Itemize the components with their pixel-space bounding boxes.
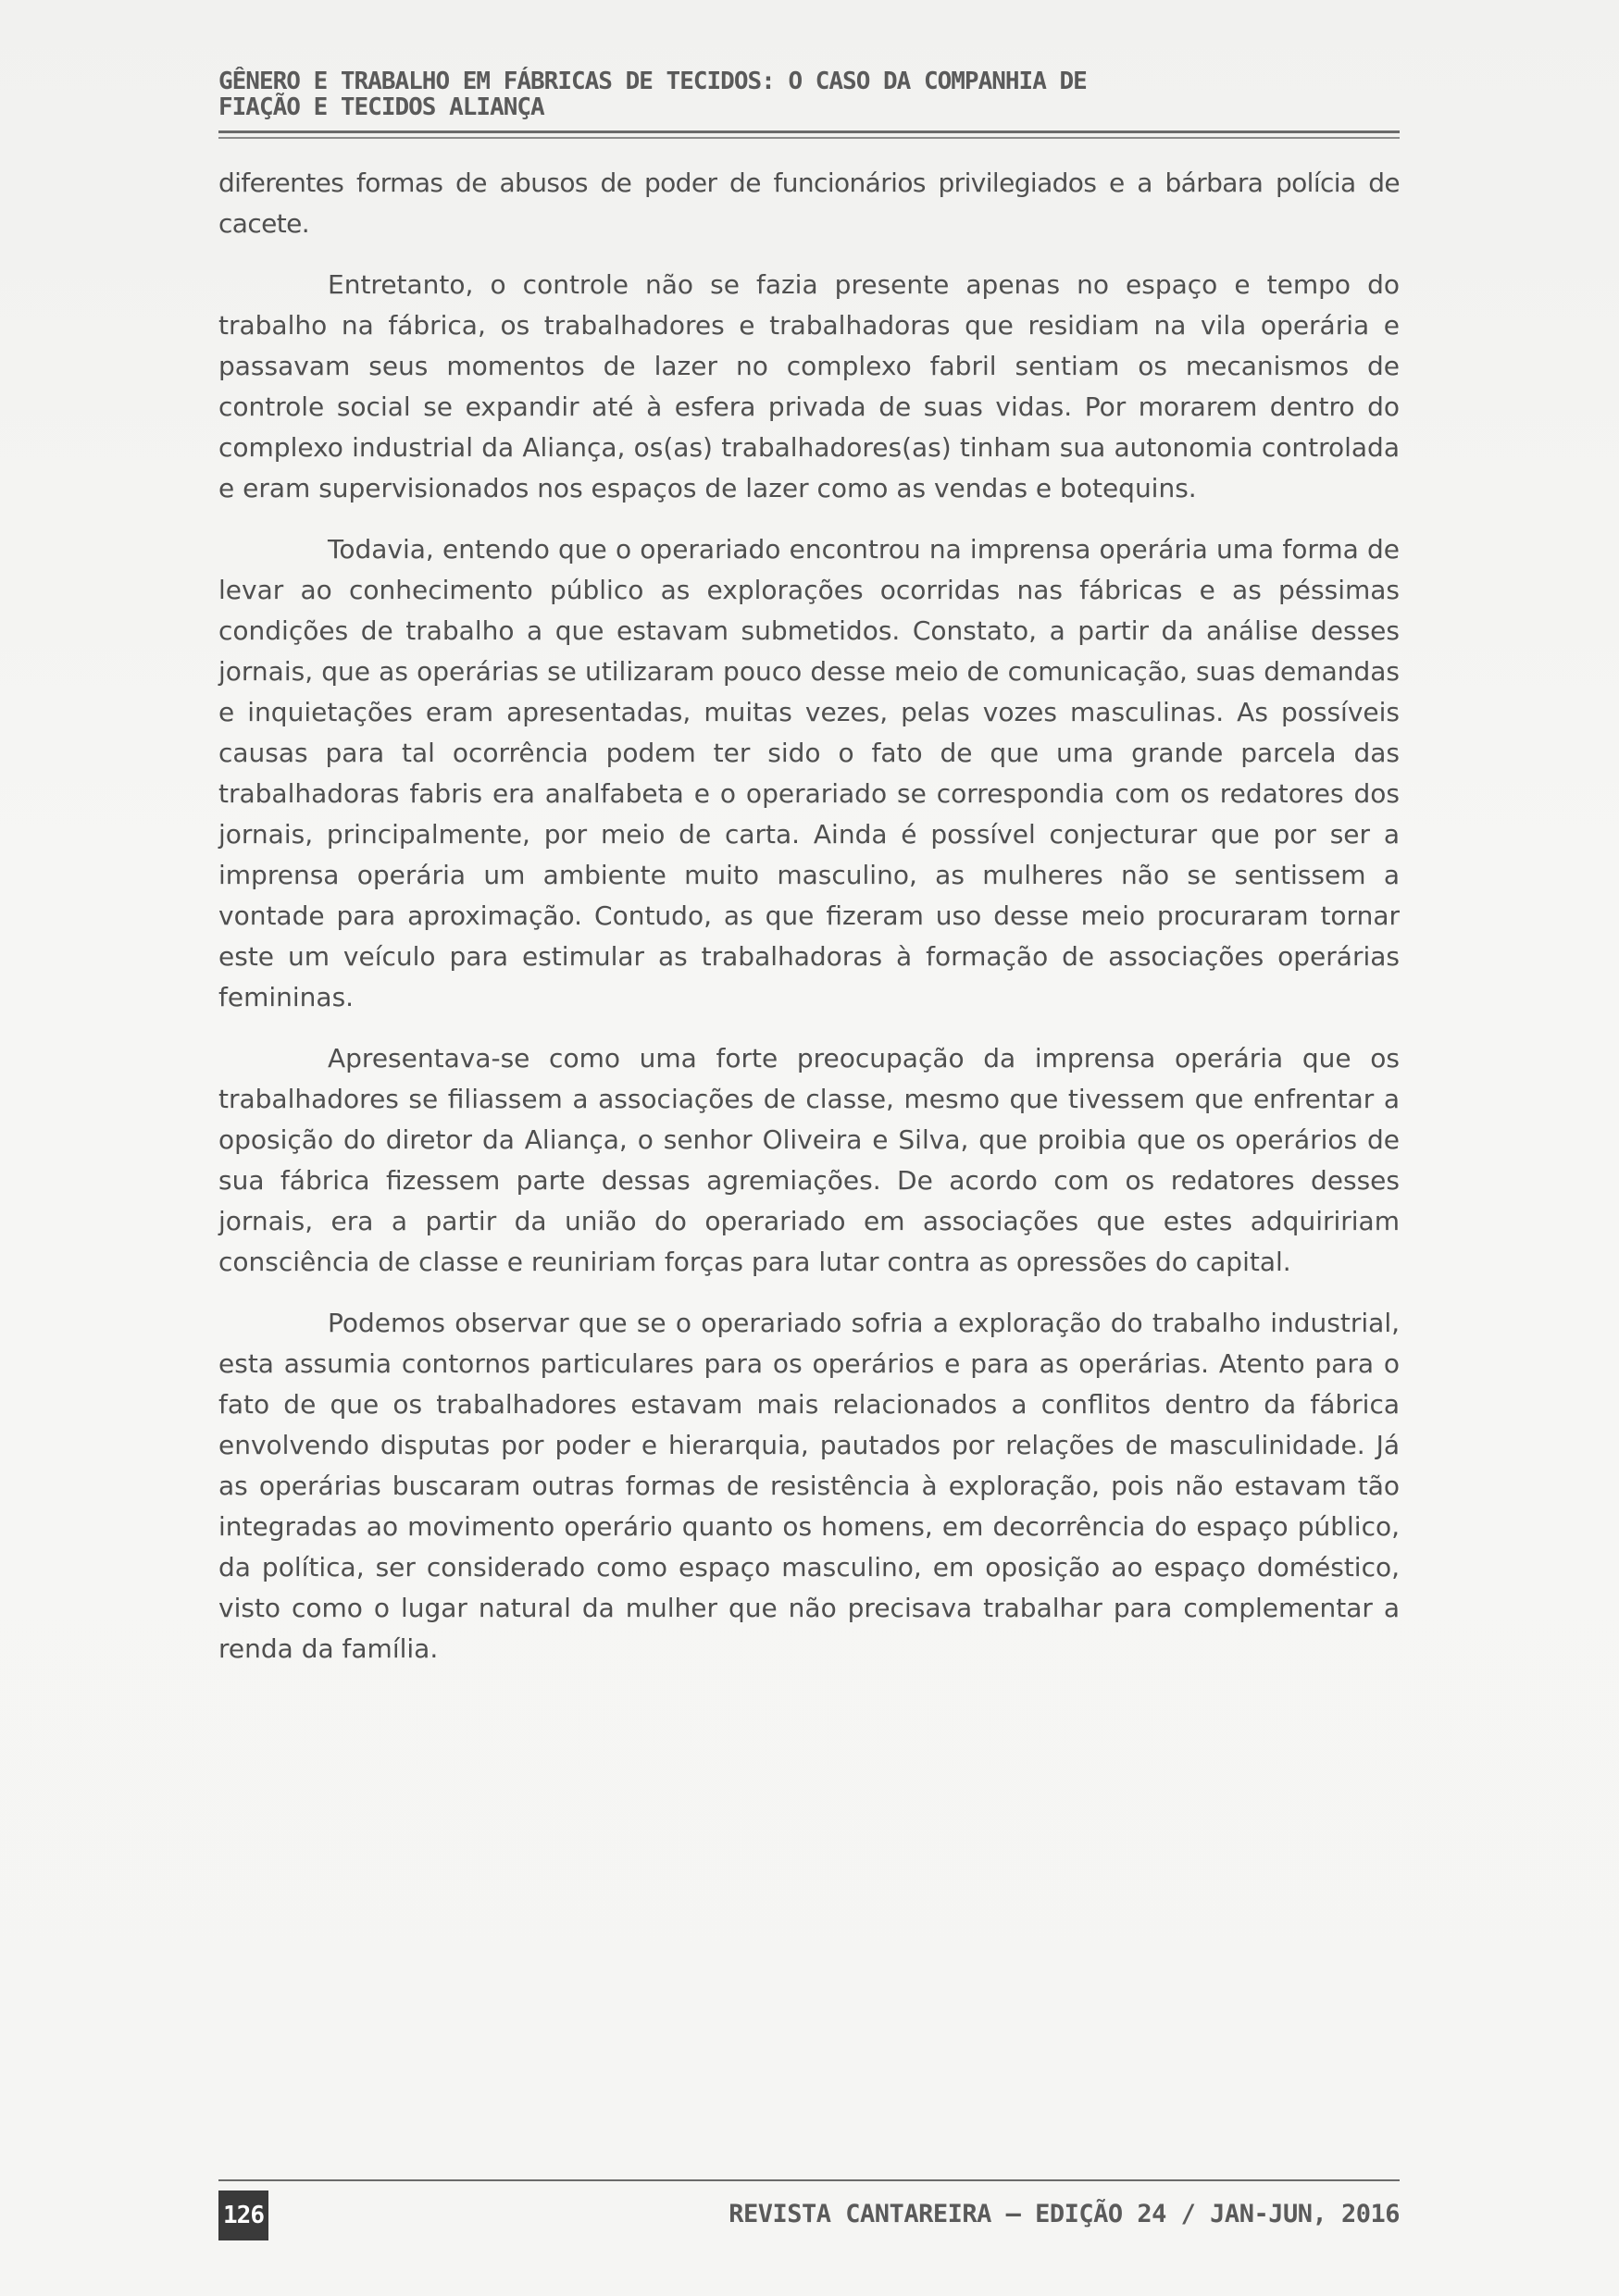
paragraph: Podemos observar que se o operariado sofria a exploração do trabalho industrial, esta assumia contornos particulares para os operários e para as operárias. Atento para o fato de que os trabalhadores estavam mais relacionados a conflitos dentro da fábrica envolvendo disputas por poder e hierarquia, pautados por relações de masculinidade. Já as operárias buscaram outras formas de resistência à exploração, pois não estavam tão integradas ao movimento operário quanto os homens, em decorrência do espaço público, da política, ser considerado como espaço masculino, em oposição ao espaço doméstico, visto como o lugar natural da mulher que não precisava trabalhar para complementar a renda da família. bbox=[218, 1308, 1400, 1664]
paragraph: Entretanto, o controle não se fazia presente apenas no espaço e tempo do trabalho na fábrica, os trabalhadores e trabalhadoras que residiam na vila operária e passavam seus momentos de lazer no complexo fabril sentiam os mecanismos de controle social se expandir até à esfera privada de suas vidas. Por morarem dentro do complexo industrial da Aliança, os(as) trabalhadores(as) tinham sua autonomia controlada e eram supervisionados nos espaços de lazer como as vendas e botequins. bbox=[218, 269, 1400, 503]
running-header-title: GÊNERO E TRABALHO EM FÁBRICAS DE TECIDOS: O CASO DA COMPANHIA DE FIAÇÃO E TECIDOS ALIANÇA bbox=[218, 68, 1087, 121]
journal-edition-label: REVISTA CANTAREIRA – EDIÇÃO 24 / JAN-JUN, 2016 bbox=[729, 2200, 1400, 2228]
page-number-badge: 126 bbox=[218, 2191, 268, 2240]
header-divider-bottom bbox=[218, 137, 1400, 139]
article-body bbox=[218, 163, 1400, 1690]
footer-divider bbox=[218, 2179, 1400, 2181]
paragraph: Apresentava-se como uma forte preocupação da imprensa operária que os trabalhadores se filiassem a associações de classe, mesmo que tivessem que enfrentar a oposição do diretor da Aliança, o senhor Oliveira e Silva, que proibia que os operários de sua fábrica fizessem parte dessas agremiações. De acordo com os redatores desses jornais, era a partir da união do operariado em associações que estes adquiririam consciência de classe e reuniriam forças para lutar contra as opressões do capital. bbox=[218, 1043, 1400, 1277]
header-divider-top bbox=[218, 130, 1400, 133]
paragraph-continued: diferentes formas de abusos de poder de funcionários privilegiados e a bárbara polícia de cacete. bbox=[218, 168, 1400, 239]
paragraph: Todavia, entendo que o operariado encontrou na imprensa operária uma forma de levar ao conhecimento público as explorações ocorridas nas fábricas e as péssimas condições de trabalho a que estavam submetidos. Constato, a partir da análise desses jornais, que as operárias se utilizaram pouco desse meio de comunicação, suas demandas e inquietações eram apresentadas, muitas vezes, pelas vozes masculinas. As possíveis causas para tal ocorrência podem ter sido o fato de que uma grande parcela das trabalhadoras fabris era analfabeta e o operariado se correspondia com os redatores dos jornais, principalmente, por meio de carta. Ainda é possível conjecturar que por ser a imprensa operária um ambiente muito masculino, as mulheres não se sentissem a vontade para aproximação. Contudo, as que fizeram uso desse meio procuraram tornar este um veículo para estimular as trabalhadoras à formação de associações operárias femininas. bbox=[218, 534, 1400, 1012]
